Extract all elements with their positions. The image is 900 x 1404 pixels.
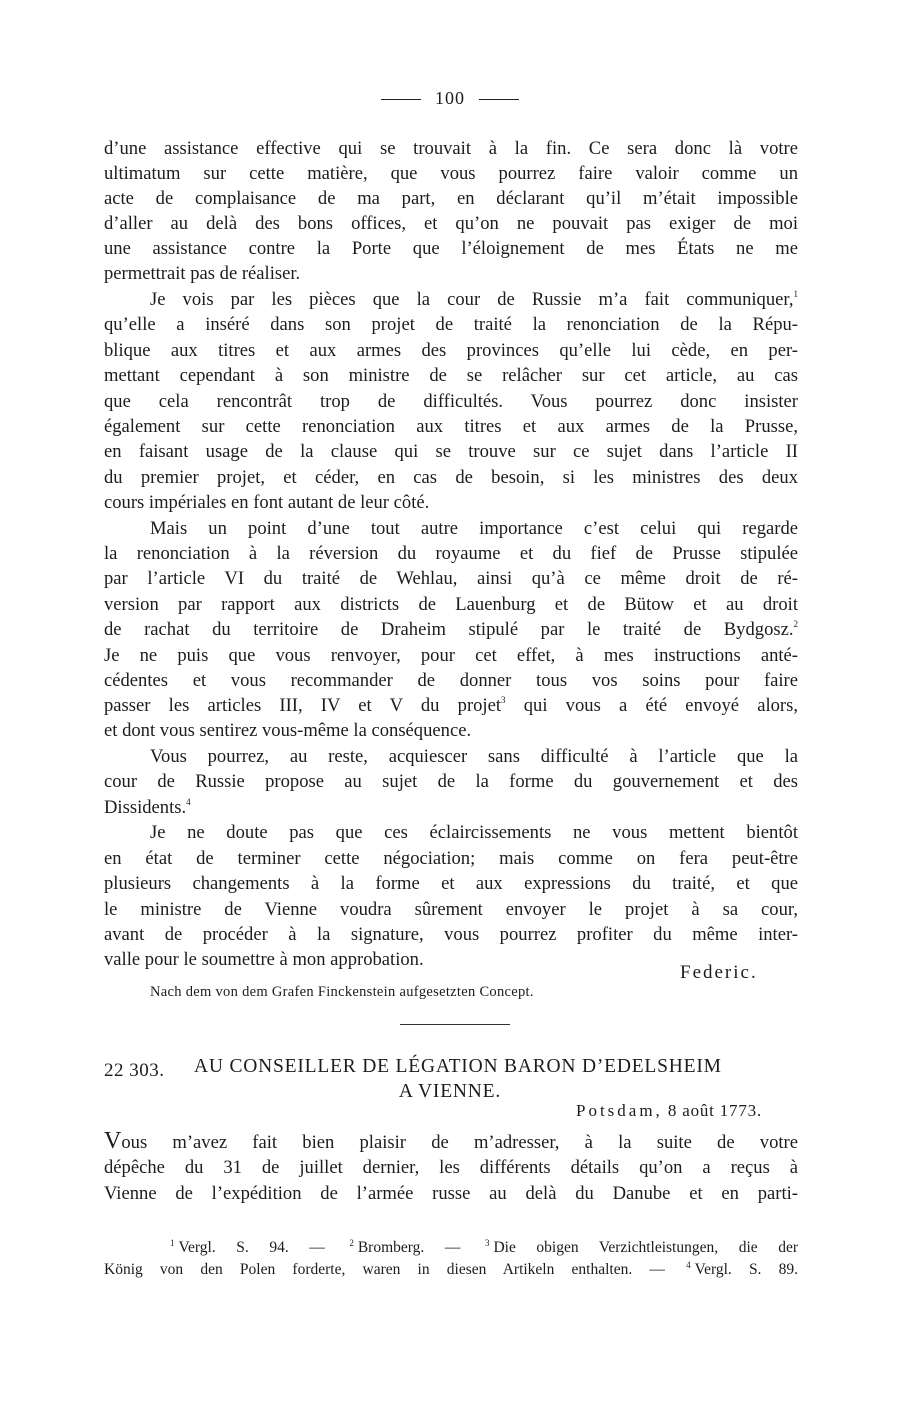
body-text: passer les articles III, IV et V du projet <box>104 695 502 716</box>
body-line: cour de Russie propose au sujet de la forme du gouvernement et des <box>104 771 798 792</box>
body-line: en faisant usage de la clause qui se trouve sur ce sujet dans l’article II <box>104 441 798 462</box>
body-line: d’une assistance effective qui se trouvait à la fin. Ce sera donc là votre <box>104 138 798 159</box>
body-text: qui vous a été envoyé alors, <box>523 695 798 716</box>
body-line: Je ne doute pas que ces éclaircissements ne vous mettent bientôt <box>150 822 798 843</box>
initial-letter: V <box>104 1128 122 1154</box>
body-line <box>104 795 798 820</box>
footnote-text: Die obigen Verzichtleistungen, die der <box>493 1239 798 1256</box>
body-line: permettrait pas de réaliser. <box>104 263 301 284</box>
body-line: que cela rencontrât trop de difficultés. Vous pourrez donc insister <box>104 391 798 412</box>
body-text: Dissidents. <box>104 797 187 818</box>
source-note: Nach dem von dem Grafen Finckenstein aufgesetzten Concept. <box>150 984 534 1000</box>
body-line: une assistance contre la Porte que l’éloignement de mes États ne me <box>104 238 798 259</box>
body-line: plusieurs changements à la forme et aux expressions du traité, et que <box>104 873 798 894</box>
body-line: la renonciation à la réversion du royaume et du fief de Prusse stipulée <box>104 543 798 564</box>
footnotes <box>104 1232 798 1276</box>
footnote-line <box>104 1232 798 1254</box>
dateline-date: 8 août 1773. <box>667 1101 762 1120</box>
document-heading-city: A VIENNE. <box>398 1081 502 1102</box>
document-number: 22 303. <box>104 1060 165 1081</box>
body-line: cours impériales en font autant de leur côté. <box>104 492 430 513</box>
left-dash-rule <box>381 99 421 100</box>
body-line: qu’elle a inséré dans son projet de traité la renonciation de la Répu- <box>104 314 798 335</box>
body-line: le ministre de Vienne voudra sûrement envoyer le projet à sa cour, <box>104 899 798 920</box>
body-line: Je ne puis que vous renvoyer, pour cet effet, à mes instructions anté- <box>104 645 798 666</box>
dateline-place: Potsdam, <box>576 1101 663 1120</box>
document-heading: AU CONSEILLER DE LÉGATION BARON D’EDELSHEIM <box>194 1056 722 1077</box>
page-number: 100 <box>435 88 465 108</box>
section-divider <box>400 1024 510 1025</box>
body-line: du premier projet, et céder, en cas de besoin, si les ministres des deux <box>104 467 798 488</box>
signature: Federic. <box>680 962 758 983</box>
body-line: en état de terminer cette négociation; mais comme on fera peut-être <box>104 848 798 869</box>
body-line: d’aller au delà des bons offices, et qu’on ne pouvait pas exiger de moi <box>104 213 798 234</box>
body-line <box>150 287 798 312</box>
body-line <box>104 617 798 642</box>
footnote-marker: 3 <box>501 695 506 705</box>
body-line: Vous pourrez, au reste, acquiescer sans difficulté à l’article que la <box>150 746 798 767</box>
footnote-number: 2 <box>349 1238 354 1248</box>
footnote-line <box>104 1254 798 1276</box>
body-text: Je vois par les pièces que la cour de Russie m’a fait communiquer, <box>150 289 794 310</box>
footnote-marker: 4 <box>186 797 191 807</box>
footnote-number: 3 <box>484 1238 490 1248</box>
footnote-number: 1 <box>170 1238 175 1248</box>
footnote-text: Bromberg. — <box>357 1239 461 1256</box>
body-line: valle pour le soumettre à mon approbation. <box>104 949 424 970</box>
body-line <box>104 1128 798 1154</box>
body-line: acte de complaisance de ma part, en déclarant qu’il m’était impossible <box>104 188 798 209</box>
body-line: Mais un point d’une tout autre importance c’est celui qui regarde <box>150 518 798 539</box>
body-line: avant de procéder à la signature, vous pourrez profiter du même inter- <box>104 924 798 945</box>
dateline <box>576 1101 762 1121</box>
body-line: également sur cette renonciation aux titres et aux armes de la Prusse, <box>104 416 798 437</box>
footnote-text: König von den Polen forderte, waren in diesen Artikeln enthalten. — <box>104 1261 665 1278</box>
body-line: blique aux titres et aux armes des provinces qu’elle lui cède, en per- <box>104 340 798 361</box>
page-number-header <box>0 88 900 109</box>
body-line: mettant cependant à son ministre de se relâcher sur cet article, au cas <box>104 365 798 386</box>
body-line: cédentes et vous recommander de donner tous vos soins pour faire <box>104 670 798 691</box>
footnote-number: 4 <box>686 1260 691 1270</box>
footnote-marker: 2 <box>793 619 798 629</box>
body-line: par l’article VI du traité de Wehlau, ainsi qu’à ce même droit de ré- <box>104 568 798 589</box>
body-line <box>104 693 798 718</box>
right-dash-rule <box>479 99 519 100</box>
body-line: ultimatum sur cette matière, que vous pourrez faire valoir comme un <box>104 163 798 184</box>
body-line: Vienne de l’expédition de l’armée russe au delà du Danube et en parti- <box>104 1183 798 1204</box>
body-line: version par rapport aux districts de Lauenburg et de Bütow et au droit <box>104 594 798 615</box>
footnote-text: Vergl. S. 89. <box>694 1261 798 1278</box>
footnote-marker: 1 <box>793 289 798 299</box>
footnote-text: Vergl. S. 94. — <box>178 1239 325 1256</box>
body-line: et dont vous sentirez vous-même la conséquence. <box>104 720 472 741</box>
body-text: ous m’avez fait bien plaisir de m’adresser, à la suite de votre <box>121 1132 798 1153</box>
body-text: de rachat du territoire de Draheim stipulé par le traité de Bydgosz. <box>104 619 794 640</box>
body-line: dépêche du 31 de juillet dernier, les différents détails qu’on a reçus à <box>104 1157 798 1178</box>
